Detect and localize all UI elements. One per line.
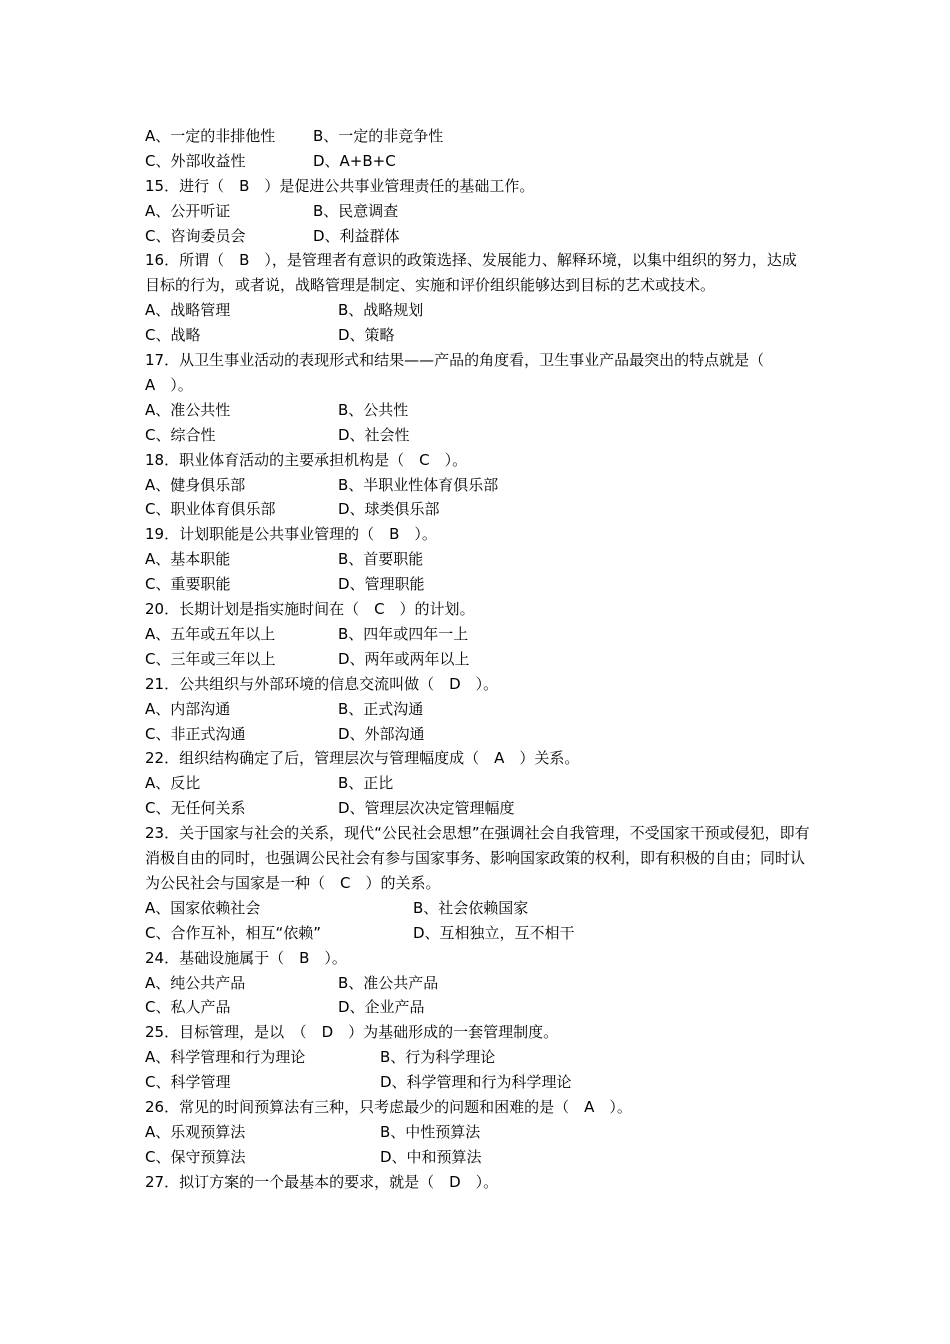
- option-row: [145, 572, 815, 597]
- option-text: B、行为科学理论: [380, 1048, 496, 1067]
- option-text: B、战略规划: [338, 301, 424, 320]
- question-text: 22．组织结构确定了后，管理层次与管理幅度成（ A ）关系。: [145, 749, 580, 768]
- option-text: D、企业产品: [338, 998, 425, 1017]
- question-text: 15．进行（ B ）是促进公共事业管理责任的基础工作。: [145, 176, 535, 195]
- option-row: [145, 622, 815, 647]
- option-text: D、互相独立，互不相干: [413, 923, 575, 942]
- option-text: A、纯公共产品: [145, 973, 246, 992]
- option-row: [145, 1070, 815, 1095]
- option-text: D、两年或两年以上: [338, 649, 470, 668]
- option-text: D、球类俱乐部: [338, 500, 440, 519]
- option-text: C、合作互补，相互“依赖”: [145, 923, 322, 942]
- option-text: D、外部沟通: [338, 724, 425, 743]
- option-row: [145, 647, 815, 672]
- option-row: [145, 796, 815, 821]
- option-row: [145, 921, 815, 946]
- option-text: C、重要职能: [145, 575, 231, 594]
- option-text: D、A+B+C: [313, 151, 396, 170]
- option-text: C、三年或三年以上: [145, 649, 276, 668]
- option-text: C、战略: [145, 326, 201, 345]
- question-text: 19．计划职能是公共事业管理的（ B ）。: [145, 525, 437, 544]
- option-text: B、中性预算法: [380, 1122, 481, 1141]
- option-text: A、国家依赖社会: [145, 898, 261, 917]
- option-row: [145, 473, 815, 498]
- option-row: [145, 149, 815, 174]
- option-text: A、公开听证: [145, 201, 231, 220]
- option-row: [145, 398, 815, 423]
- option-row: [145, 771, 815, 796]
- option-text: B、正比: [338, 774, 394, 793]
- option-text: B、公共性: [338, 400, 409, 419]
- option-text: C、综合性: [145, 425, 216, 444]
- option-text: C、非正式沟通: [145, 724, 246, 743]
- option-row: [145, 896, 815, 921]
- option-text: D、管理层次决定管理幅度: [338, 799, 515, 818]
- option-text: B、社会依赖国家: [413, 898, 529, 917]
- option-text: C、外部收益性: [145, 151, 246, 170]
- option-text: C、咨询委员会: [145, 226, 246, 245]
- option-text: C、保守预算法: [145, 1147, 246, 1166]
- document-page: [145, 124, 815, 1195]
- option-row: [145, 722, 815, 747]
- option-text: D、社会性: [338, 425, 410, 444]
- question-text: 24．基础设施属于（ B ）。: [145, 948, 347, 967]
- option-text: A、反比: [145, 774, 201, 793]
- option-text: B、正式沟通: [338, 699, 424, 718]
- option-text: C、私人产品: [145, 998, 231, 1017]
- option-text: A、乐观预算法: [145, 1122, 246, 1141]
- option-row: [145, 323, 815, 348]
- question-text: 27．拟订方案的一个最基本的要求，就是（ D ）。: [145, 1172, 499, 1191]
- option-text: A、准公共性: [145, 400, 231, 419]
- option-row: [145, 224, 815, 249]
- option-row: [145, 199, 815, 224]
- question-text: 25．目标管理，是以 （ D ）为基础形成的一套管理制度。: [145, 1023, 559, 1042]
- option-text: B、四年或四年一上: [338, 624, 469, 643]
- option-text: B、准公共产品: [338, 973, 439, 992]
- question-text: 21．公共组织与外部环境的信息交流叫做（ D ）。: [145, 674, 499, 693]
- option-row: [145, 971, 815, 996]
- option-text: A、基本职能: [145, 550, 231, 569]
- option-text: C、科学管理: [145, 1073, 231, 1092]
- option-text: A、科学管理和行为理论: [145, 1048, 306, 1067]
- question-text: 17．从卫生事业活动的表现形式和结果——产品的角度看，卫生事业产品最突出的特点就是（ A ）。: [145, 351, 780, 394]
- option-text: B、首要职能: [338, 550, 424, 569]
- option-row: [145, 1045, 815, 1070]
- option-row: [145, 1120, 815, 1145]
- question-text: 20．长期计划是指实施时间在（ C ）的计划。: [145, 600, 475, 619]
- option-text: B、一定的非竞争性: [313, 127, 444, 145]
- question-text: 16．所谓（ B ），是管理者有意识的政策选择、发展能力、解释环境，以集中组织的努力，达成目标的行为，或者说，战略管理是制定、实施和评价组织能够达到目标的艺术或技术。: [145, 251, 797, 295]
- option-text: D、中和预算法: [380, 1147, 482, 1166]
- option-text: A、健身俱乐部: [145, 475, 246, 494]
- option-row: [145, 124, 815, 149]
- option-text: A、内部沟通: [145, 699, 231, 718]
- option-row: [145, 298, 815, 323]
- option-text: D、科学管理和行为科学理论: [380, 1073, 572, 1092]
- option-text: B、民意调查: [313, 201, 399, 220]
- option-text: A、战略管理: [145, 301, 231, 320]
- option-row: [145, 995, 815, 1020]
- option-text: D、利益群体: [313, 226, 400, 245]
- option-row: [145, 697, 815, 722]
- option-row: [145, 497, 815, 522]
- option-row: [145, 423, 815, 448]
- option-text: A、一定的非排他性: [145, 127, 276, 145]
- option-text: A、五年或五年以上: [145, 624, 276, 643]
- option-text: B、半职业性体育俱乐部: [338, 475, 499, 494]
- option-text: D、管理职能: [338, 575, 425, 594]
- option-text: C、职业体育俱乐部: [145, 500, 276, 519]
- question-text: 18．职业体育活动的主要承担机构是（ C ）。: [145, 450, 468, 469]
- question-text: 23．关于国家与社会的关系，现代“公民社会思想”在强调社会自我管理，不受国家干预或侵犯，即有消极自由的同时，也强调公民社会有参与国家事务、影响国家政策的权利，即有积极的自由；同时认为公民社会与国家是一种（ C ）的关系。: [145, 824, 810, 892]
- option-row: [145, 547, 815, 572]
- option-text: C、无任何关系: [145, 799, 246, 818]
- option-row: [145, 1145, 815, 1170]
- option-text: D、策略: [338, 326, 395, 345]
- question-text: 26．常见的时间预算法有三种，只考虑最少的问题和困难的是（ A ）。: [145, 1097, 632, 1116]
